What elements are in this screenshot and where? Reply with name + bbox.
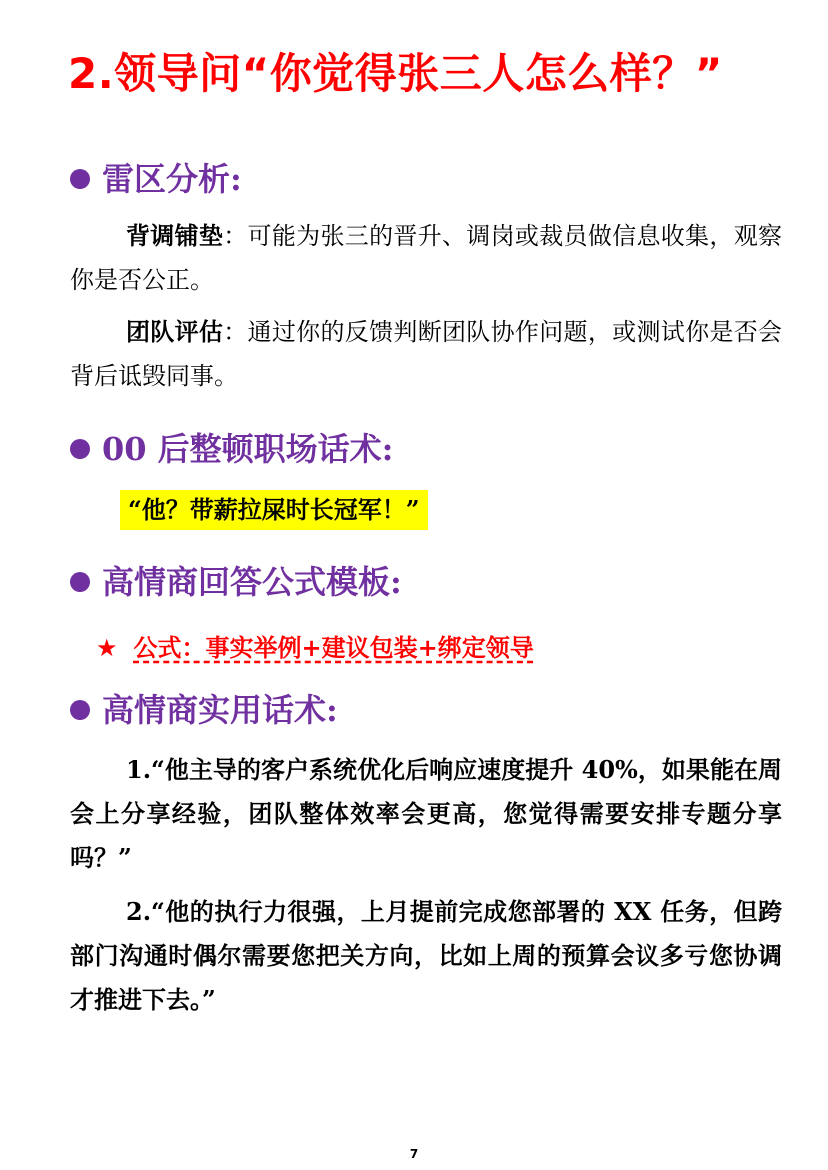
bullet-dot-icon: [70, 169, 90, 189]
highlighted-quote: “他？带薪拉屎时长冠军！”: [120, 490, 428, 530]
page-number: 7: [409, 1147, 419, 1161]
script-item: 2.“他的执行力很强，上月提前完成您部署的 XX 任务，但跨部门沟通时偶尔需要您把关方向，比如上周的预算会议多亏您协调才推进下去。”: [70, 897, 782, 1014]
bullet-dot-icon: [70, 439, 90, 459]
formula-text: 公式：事实举例+建议包装+绑定领导: [133, 633, 534, 662]
paragraph-lead: 团队评估: [126, 317, 224, 346]
page-title: 2.领导问“你觉得张三人怎么样？”: [68, 49, 723, 98]
section-heading-label: 00 后整顿职场话术:: [102, 430, 394, 468]
section-heading-formula-template: [70, 560, 402, 604]
paragraph-lead: 背调铺垫: [126, 221, 224, 250]
star-icon: ★: [96, 634, 118, 662]
section-heading-gen-z-script: [70, 427, 394, 471]
section-heading-label: 高情商实用话术:: [102, 691, 338, 729]
paragraph-team-assessment: [70, 310, 782, 398]
section-heading-practical-scripts: [70, 688, 338, 732]
section-heading-label: 雷区分析:: [102, 160, 242, 198]
paragraph-background-check: [70, 214, 782, 302]
paragraph-text: ：可能为张三的晋升、调岗或裁员做信息收集，观察你是否公正。: [70, 222, 783, 294]
bullet-dot-icon: [70, 572, 90, 592]
script-item: 1.“他主导的客户系统优化后响应速度提升 40%，如果能在周会上分享经验，团队整体效率会更高，您觉得需要安排专题分享吗？”: [70, 755, 782, 872]
formula-line: [96, 628, 534, 668]
bullet-dot-icon: [70, 700, 90, 720]
paragraph-text: ：通过你的反馈判断团队协作问题，或测试你是否会背后诋毁同事。: [70, 318, 783, 390]
section-heading-label: 高情商回答公式模板:: [102, 563, 402, 601]
section-heading-minefield: [70, 157, 242, 201]
